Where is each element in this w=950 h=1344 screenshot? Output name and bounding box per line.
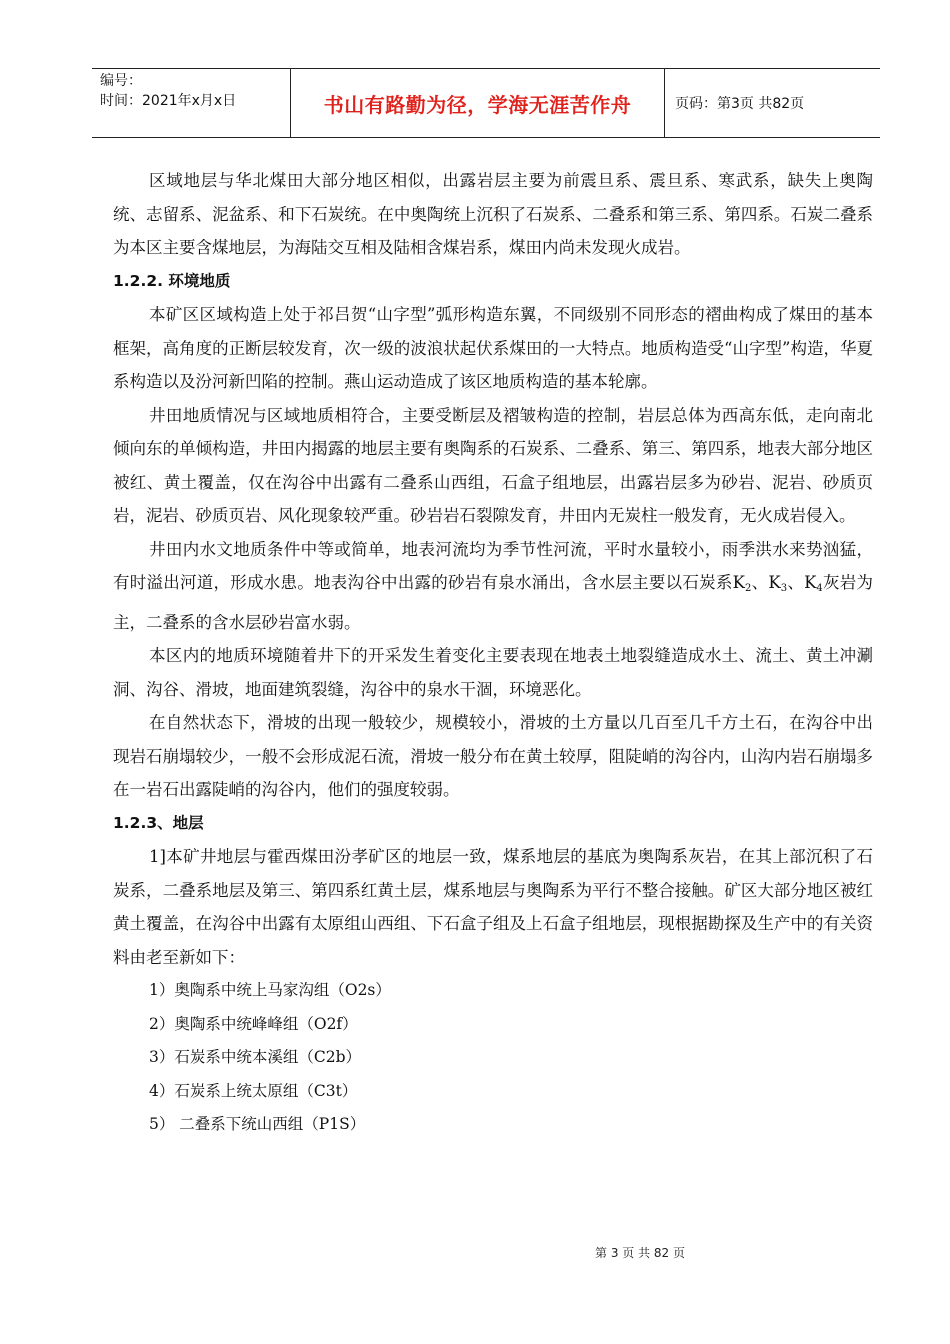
text-run: 灰岩为主，二叠系的含水层砂岩富水弱。 [113, 573, 874, 632]
page-footer: 第 3 页 共 82 页 [595, 1246, 685, 1260]
subscript: 4 [816, 583, 823, 594]
paragraph: 本区内的地质环境随着井下的开采发生着变化主要表现在地表土地裂缝造成水土、流土、黄土冲涮洞、沟谷、滑坡，地面建筑裂缝，沟谷中的泉水干涸，环境恶化。 [113, 646, 873, 699]
list-item: 2）奥陶系中统峰峰组（O2f） [149, 1014, 358, 1033]
list-item: 5） 二叠系下统山西组（P1S） [149, 1115, 366, 1133]
section-heading: 1.2.2. 环境地质 [113, 271, 231, 290]
subscript: 2 [745, 583, 752, 594]
text-run: 、K [787, 573, 817, 592]
paragraph [113, 533, 873, 640]
number-label: 编号： [100, 73, 142, 89]
paragraph: 1]本矿井地层与霍西煤田汾孝矿区的地层一致，煤系地层的基底为奥陶系灰岩，在其上部沉积了石炭系，二叠系地层及第三、第四系红黄土层，煤系地层与奥陶系为平行不整合接触。矿区大部分地区被红黄土覆盖，在沟谷中出露有太原组山西组、下石盒子组及上石盒子组地层，现根据勘探及生产中的有关资料由老至新如下： [113, 847, 873, 967]
header-meta [92, 69, 291, 137]
document-header [92, 68, 880, 138]
paragraph: 区域地层与华北煤田大部分地区相似，出露岩层主要为前震旦系、震旦系、寒武系，缺失上奥陶统、志留系、泥盆系、和下石炭统。在中奥陶统上沉积了石炭系、二叠系和第三系、第四系。石炭二叠系为本区主要含煤地层，为海陆交互相及陆相含煤岩系，煤田内尚未发现火成岩。 [113, 171, 873, 257]
text-run: 井田内水文地质条件中等或简单，地表河流均为季节性河流，平时水量较小，雨季洪水来势汹猛，有时溢出河道，形成水患。地表沟谷中出露的砂岩有泉水涌出，含水层主要以石炭系K [113, 539, 873, 592]
header-motto: 书山有路勤为径，学海无涯苦作舟 [291, 69, 665, 137]
time-label: 时间：2021年x月x日 [100, 93, 237, 109]
document-body [113, 164, 873, 1142]
list-item: 4）石炭系上统太原组（C3t） [149, 1081, 358, 1100]
list-item: 3）石炭系中统本溪组（C2b） [149, 1048, 362, 1066]
section-heading: 1.2.3、地层 [113, 813, 204, 832]
header-page-label: 页码：第3页 共82页 [675, 96, 805, 112]
paragraph: 井田地质情况与区域地质相符合，主要受断层及褶皱构造的控制，岩层总体为西高东低，走向南北倾向东的单倾构造，井田内揭露的地层主要有奥陶系的石炭系、二叠系、第三、第四系，地表大部分地区被红、黄土覆盖，仅在沟谷中出露有二叠系山西组，石盒子组地层，出露岩层多为砂岩、泥岩、砂质页岩，泥岩、砂质页岩、风化现象较严重。砂岩岩石裂隙发育，井田内无炭柱一般发育，无火成岩侵入。 [113, 405, 873, 525]
paragraph: 本矿区区域构造上处于祁吕贺“山字型”弧形构造东翼，不同级别不同形态的褶曲构成了煤田的基本框架，高角度的正断层较发育，次一级的波浪状起伏系煤田的一大特点。地质构造受“山字型”构造，华夏系构造以及汾河新凹陷的控制。燕山运动造成了该区地质构造的基本轮廓。 [113, 305, 873, 391]
text-run: 、K [751, 573, 781, 592]
list-item: 1）奥陶系中统上马家沟组（O2s） [149, 981, 391, 999]
paragraph: 在自然状态下，滑坡的出现一般较少，规模较小，滑坡的土方量以几百至几千方土石，在沟谷中出现岩石崩塌较少，一般不会形成泥石流，滑坡一般分布在黄土较厚，阻陡峭的沟谷内，山沟内岩石崩塌多在一岩石出露陡峭的沟谷内，他们的强度较弱。 [113, 713, 873, 799]
subscript: 3 [780, 583, 788, 594]
